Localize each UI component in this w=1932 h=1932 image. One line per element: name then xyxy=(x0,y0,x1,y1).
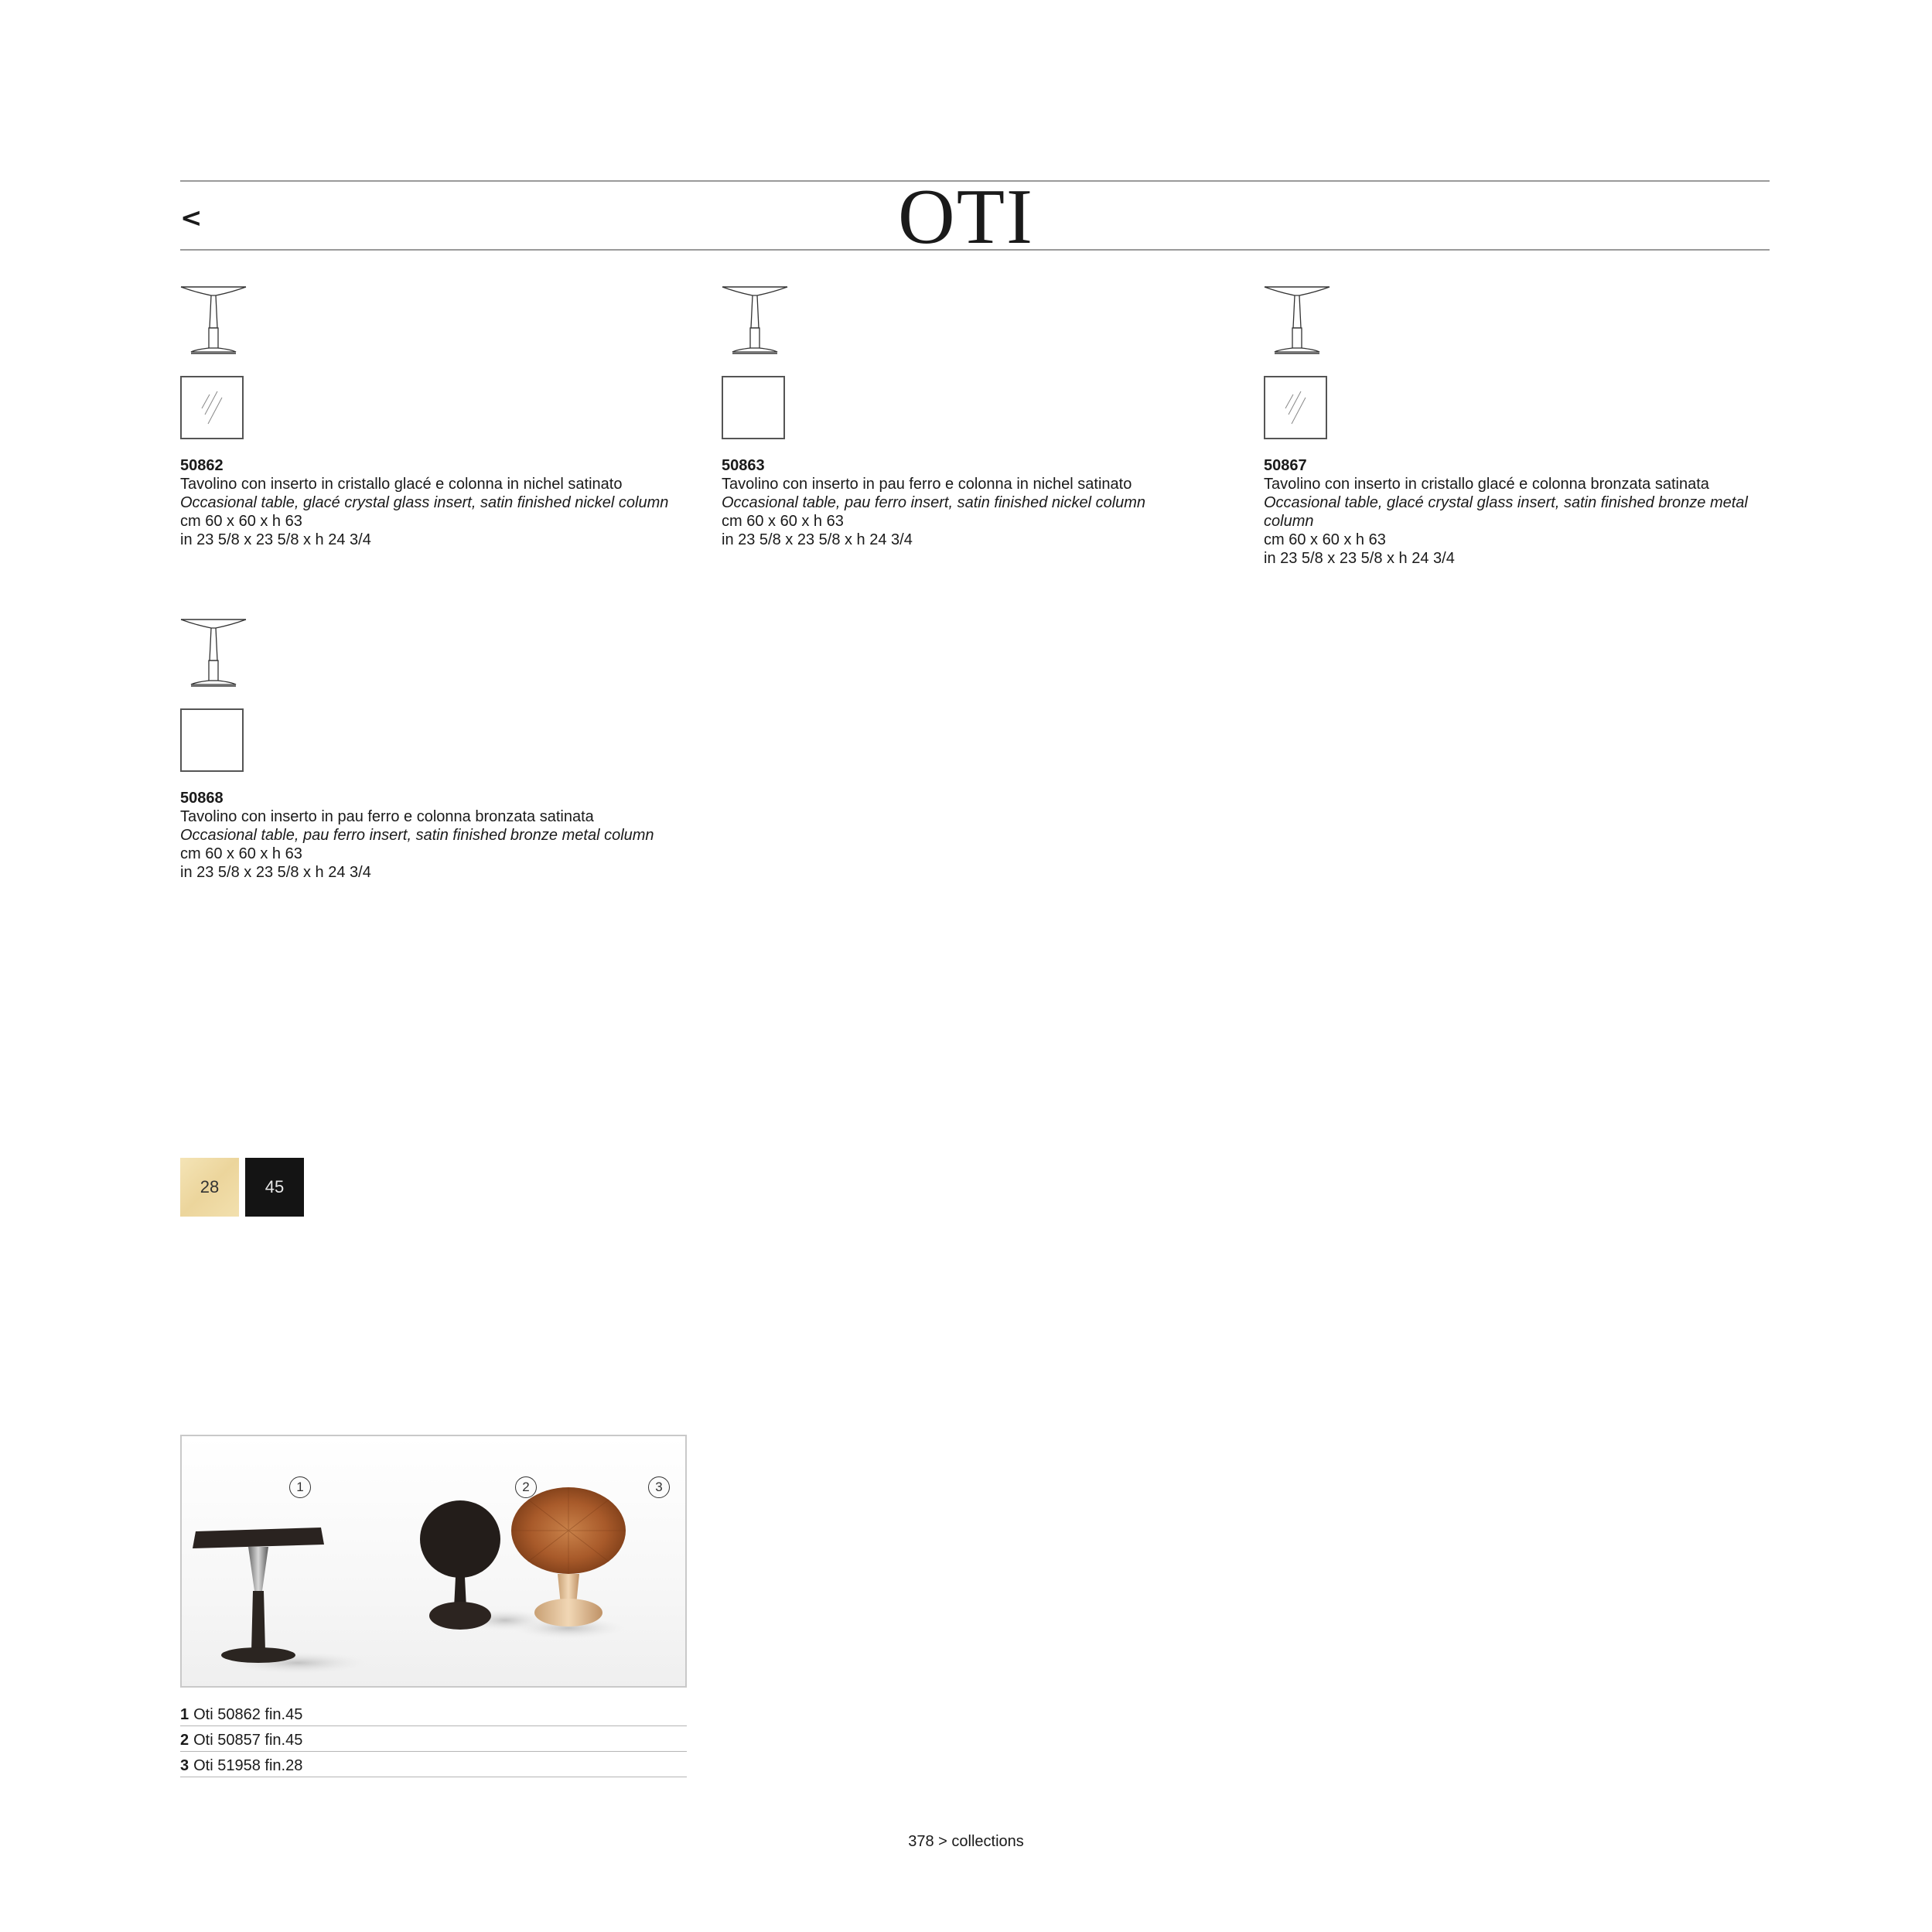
glass-insert-swatch xyxy=(180,376,244,439)
table-1-base xyxy=(221,1647,295,1663)
product-dimensions-in: in 23 5/8 x 23 5/8 x h 24 3/4 xyxy=(1264,550,1455,567)
legend-number: 1 xyxy=(180,1706,189,1723)
product-code: 50863 xyxy=(722,457,765,474)
product-dimensions-cm: cm 60 x 60 x h 63 xyxy=(1264,531,1386,548)
callout-2-icon: 2 xyxy=(515,1476,537,1498)
page-footer: 378 > collections xyxy=(908,1833,1024,1850)
legend-text: Oti 51958 fin.28 xyxy=(193,1757,303,1774)
product-description-it: Tavolino con inserto in cristallo glacé e colonna bronzata satinata xyxy=(1264,476,1709,493)
product-code: 50868 xyxy=(180,790,224,807)
legend-row xyxy=(180,1753,687,1777)
product-dimensions-in: in 23 5/8 x 23 5/8 x h 24 3/4 xyxy=(180,864,371,881)
table-drawing-icon xyxy=(1264,285,1330,356)
finish-swatch-45: 45 xyxy=(245,1158,304,1217)
product-dimensions-cm: cm 60 x 60 x h 63 xyxy=(180,513,302,530)
table-drawing-icon xyxy=(180,617,247,688)
product-dimensions-cm: cm 60 x 60 x h 63 xyxy=(180,845,302,862)
tables-illustration xyxy=(182,1436,685,1686)
product-dimensions-cm: cm 60 x 60 x h 63 xyxy=(722,513,844,530)
table-1-column xyxy=(248,1547,268,1591)
header-bottom-rule xyxy=(180,249,1770,251)
legend-text: Oti 50862 fin.45 xyxy=(193,1706,303,1723)
table-2-base xyxy=(429,1602,491,1630)
wood-insert-swatch xyxy=(722,376,785,439)
product-description-en: Occasional table, glacé crystal glass insert, satin finished bronze metal column xyxy=(1264,494,1748,530)
legend-row xyxy=(180,1702,687,1726)
product-photo xyxy=(180,1435,687,1688)
table-3-base xyxy=(534,1599,602,1626)
photo-legend xyxy=(180,1702,687,1777)
glass-insert-swatch xyxy=(1264,376,1327,439)
glass-hatch-icon xyxy=(182,377,242,438)
table-1-lower-column xyxy=(251,1591,265,1651)
table-1-top xyxy=(193,1528,324,1548)
page-title: OTI xyxy=(898,173,1034,261)
wood-insert-swatch xyxy=(180,708,244,772)
product-code: 50862 xyxy=(180,457,224,474)
table-2-top xyxy=(420,1500,500,1578)
legend-number: 2 xyxy=(180,1732,189,1749)
product-item xyxy=(722,285,1248,549)
product-code: 50867 xyxy=(1264,457,1307,474)
callout-1-icon: 1 xyxy=(289,1476,311,1498)
table-drawing-icon xyxy=(180,285,247,356)
product-description-en: Occasional table, pau ferro insert, satin finished bronze metal column xyxy=(180,827,654,844)
product-dimensions-in: in 23 5/8 x 23 5/8 x h 24 3/4 xyxy=(722,531,913,548)
product-description-en: Occasional table, pau ferro insert, satin finished nickel column xyxy=(722,494,1146,511)
product-item xyxy=(1264,285,1790,568)
callout-3-icon: 3 xyxy=(648,1476,670,1498)
legend-text: Oti 50857 fin.45 xyxy=(193,1732,303,1749)
legend-row xyxy=(180,1727,687,1752)
product-item xyxy=(180,617,706,882)
product-item xyxy=(180,285,706,549)
product-description-it: Tavolino con inserto in pau ferro e colonna bronzata satinata xyxy=(180,808,594,825)
back-arrow-icon[interactable]: < xyxy=(180,203,203,234)
product-description-it: Tavolino con inserto in pau ferro e colonna in nichel satinato xyxy=(722,476,1132,493)
product-description-it: Tavolino con inserto in cristallo glacé e colonna in nichel satinato xyxy=(180,476,623,493)
glass-hatch-icon xyxy=(1265,377,1326,438)
finish-swatch-28: 28 xyxy=(180,1158,239,1217)
product-dimensions-in: in 23 5/8 x 23 5/8 x h 24 3/4 xyxy=(180,531,371,548)
product-description-en: Occasional table, glacé crystal glass insert, satin finished nickel column xyxy=(180,494,669,511)
legend-number: 3 xyxy=(180,1757,189,1774)
table-drawing-icon xyxy=(722,285,788,356)
